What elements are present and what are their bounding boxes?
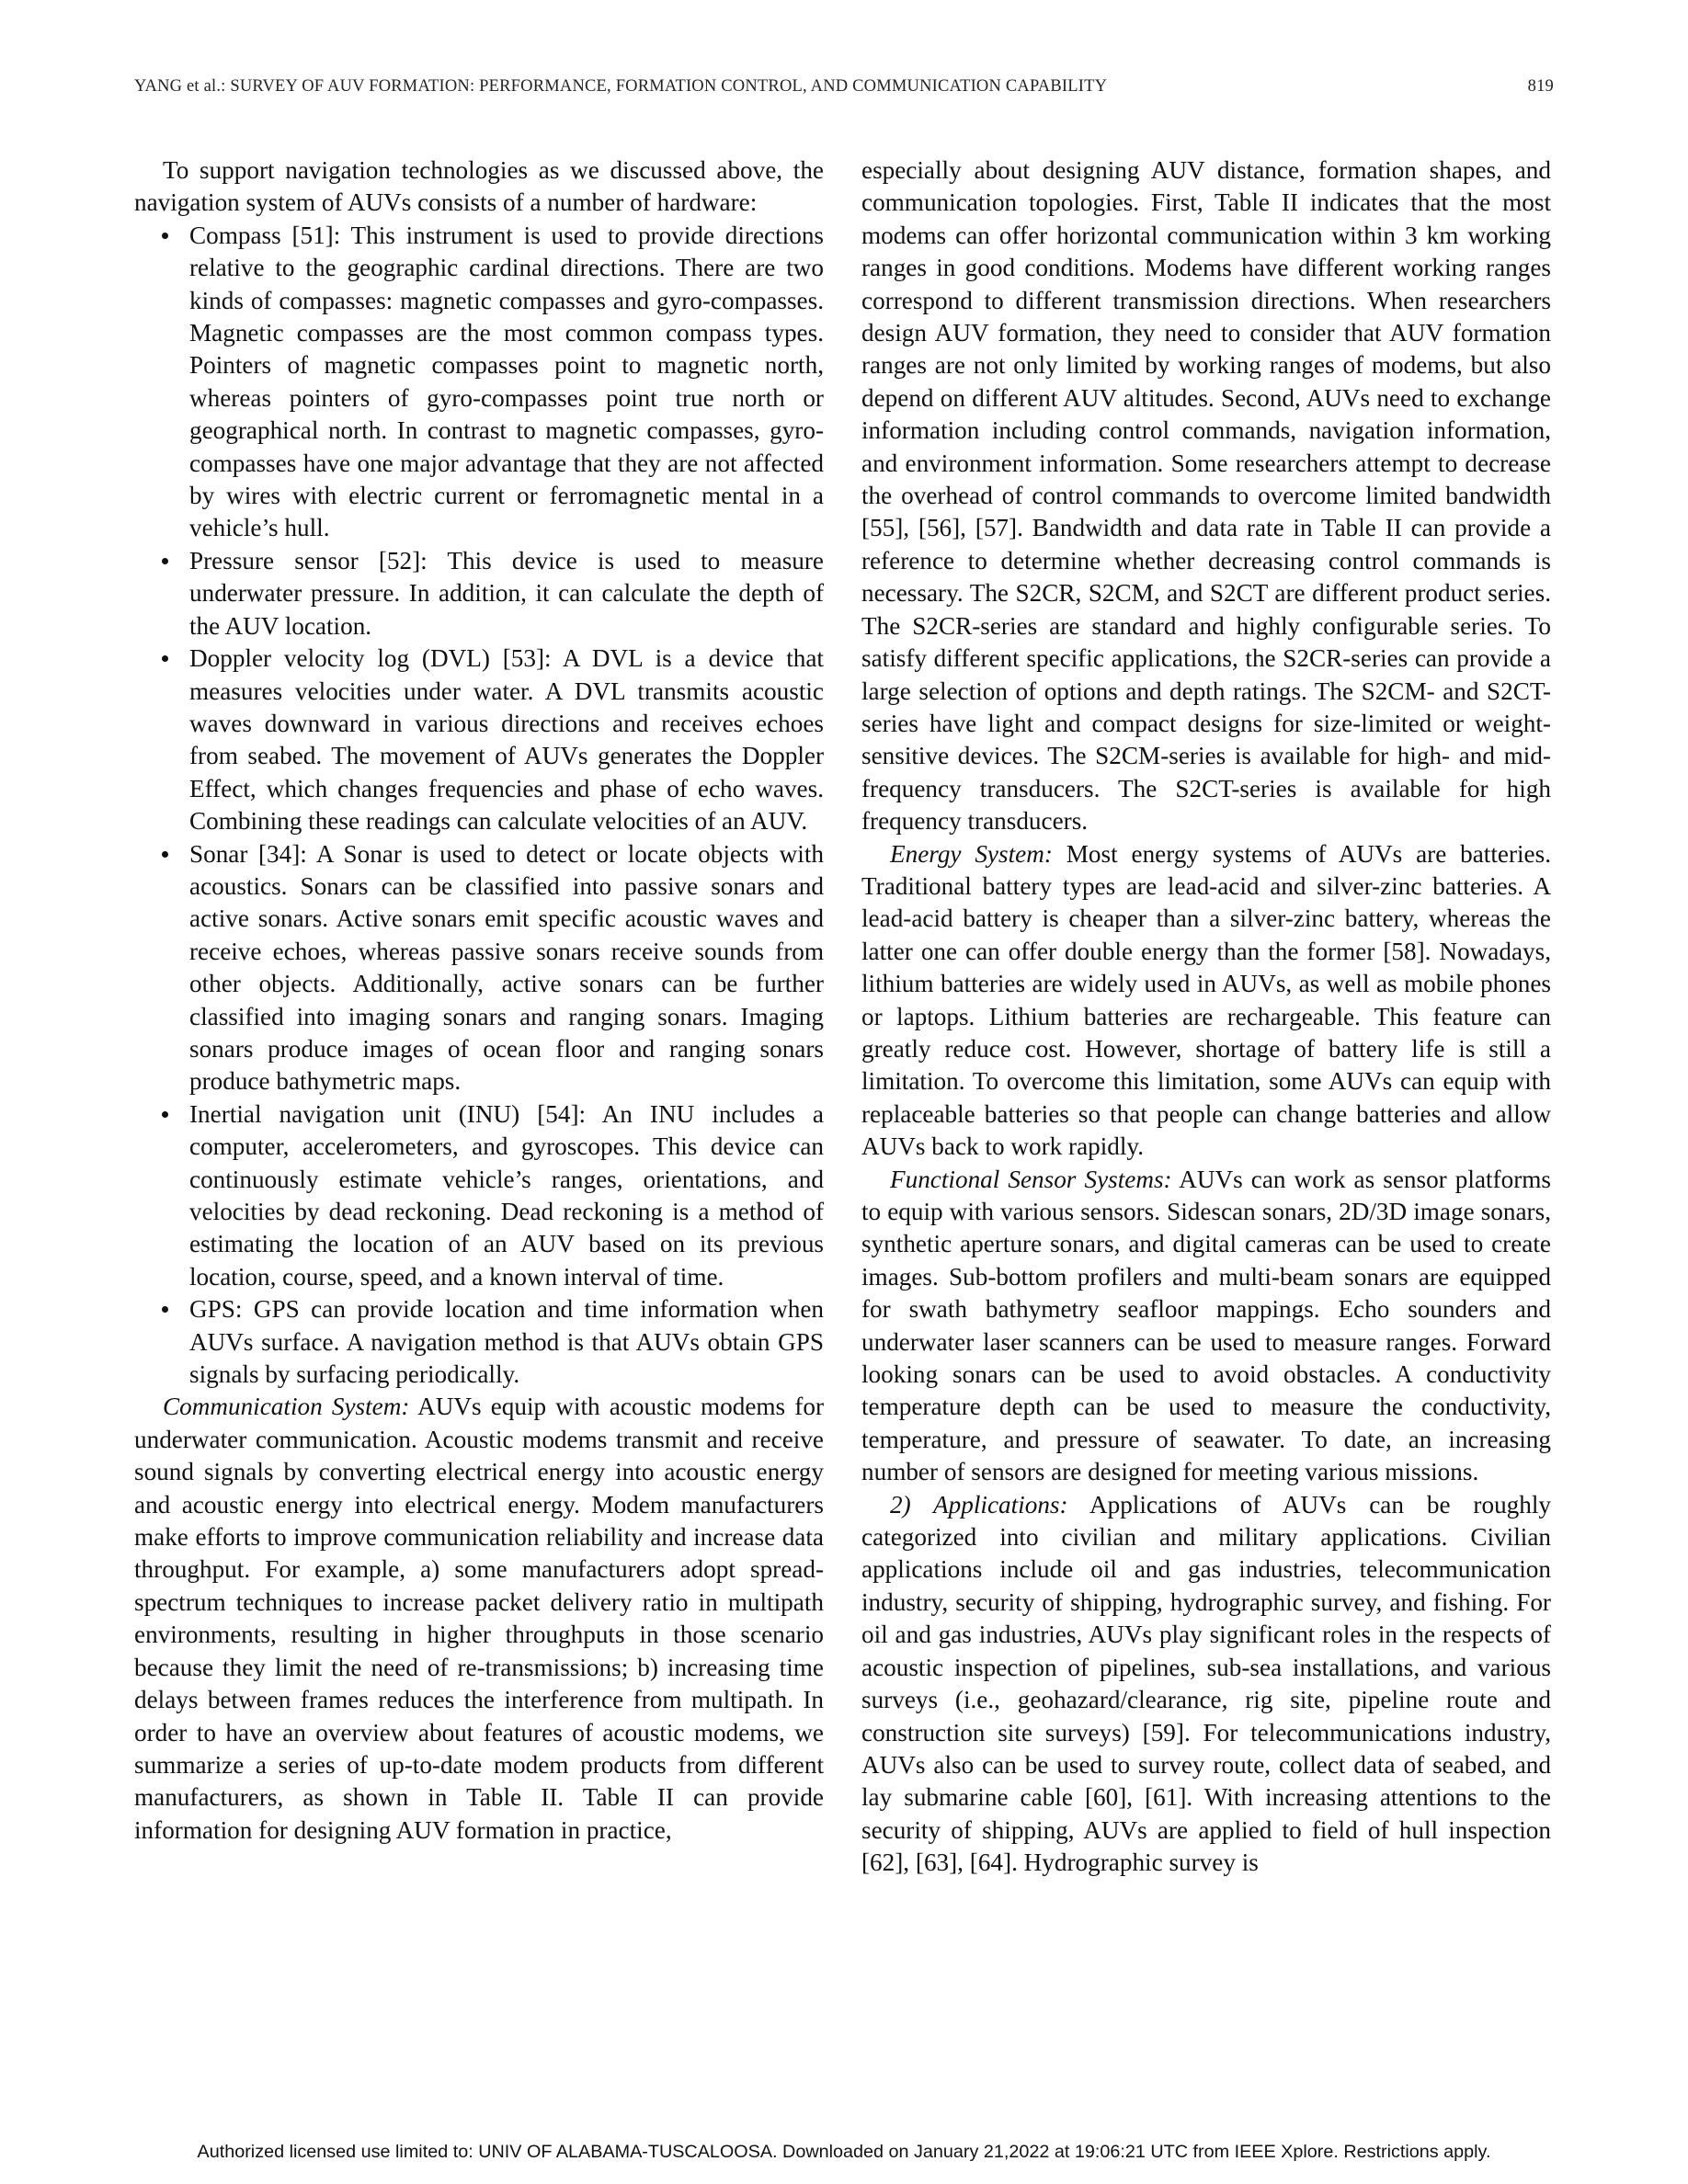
list-item-inu: Inertial navigation unit (INU) [54]: An INU includes a computer, accelerometers, and gyroscopes. This device can continuously estimate vehicle’s ranges, orientations, and velocities by dead reckoning. Dead reckoning is a method of estimating the location of an AUV based on its previous location, course, speed, and a known interval of time. [189,1098,824,1293]
applications-body: Applications of AUVs can be roughly categorized into civilian and military applications. Civilian applications include oil and gas industries, telecommunication industry, security of shipping, hydrographic survey, and fishing. For oil and gas industries, AUVs play significant roles in the respects of acoustic inspection of pipelines, sub-sea installations, and various surveys (i.e., geohazard/clearance, rig site, pipeline route and construction site surveys) [59]. For telecommunications industry, AUVs also can be used to survey route, collect data of seabed, and lay submarine cable [60], [61]. With increasing attentions to the security of shipping, AUVs are applied to field of hull inspection [62], [63], [64]. Hydrographic survey is [861,1490,1552,1877]
communication-system-body: AUVs equip with acoustic modems for underwater communication. Acoustic modems transmit and receive sound signals by converting electrical energy into acoustic energy and acoustic energy into electrical energy. Modem manufacturers make efforts to improve communication reliability and increase data throughput. For example, a) some manufacturers adopt spread-spectrum techniques to increase packet delivery ratio in multipath environments, resulting in higher throughputs in those scenario because they limit the need of re-transmissions; b) increasing time delays between frames reduces the interference from multipath. In order to have an overview about features of acoustic modems, we summarize a series of up-to-date modem products from different manufacturers, as shown in Table II. Table II can provide information for designing AUV formation in practice, [134,1393,824,1844]
communication-system-paragraph [134,1391,824,1847]
functional-sensor-paragraph [861,1164,1551,1489]
list-item-pressure-sensor: Pressure sensor [52]: This device is used to measure underwater pressure. In addition, it can calculate the depth of the AUV location. [189,545,824,643]
running-head-title: YANG et al.: SURVEY OF AUV FORMATION: PERFORMANCE, FORMATION CONTROL, AND COMMUNICATION CAPABILITY [134,77,1108,96]
applications-heading: 2) Applications: [890,1490,1068,1519]
energy-system-paragraph [861,838,1551,1164]
right-column [861,154,1551,1880]
energy-system-heading: Energy System: [890,839,1053,868]
navigation-hardware-list [134,220,824,1392]
bullet-icon [162,1111,168,1118]
bullet-icon [162,655,168,662]
continuation-paragraph: especially about designing AUV distance, formation shapes, and communication topologies. First, Table II indicates that the most modems can offer horizontal communication within 3 km working ranges in good conditions. Modems have different working ranges correspond to different transmission directions. When researchers design AUV formation, they need to consider that AUV formation ranges are not only limited by working ranges of modems, but also depend on different AUV altitudes. Second, AUVs need to exchange information including control commands, navigation information, and environment information. Some researchers attempt to decrease the overhead of control commands to overcome limited bandwidth [55], [56], [57]. Bandwidth and data rate in Table II can provide a reference to determine whether decreasing control commands is necessary. The S2CR, S2CM, and S2CT are different product series. The S2CR-series are standard and highly configurable series. To satisfy different specific applications, the S2CR-series can provide a large selection of options and depth ratings. The S2CM- and S2CT-series have light and compact designs for size-limited or weight-sensitive devices. The S2CM-series is available for high- and mid- frequency transducers. The S2CT-series is available for high frequency transducers. [861,156,1551,836]
list-item-dvl: Doppler velocity log (DVL) [53]: A DVL is a device that measures velocities under water. A DVL transmits acoustic waves downward in various directions and receives echoes from seabed. The movement of AUVs generates the Doppler Effect, which changes frequencies and phase of echo waves. Combining these readings can calculate velocities of an AUV. [189,643,824,837]
bullet-icon [162,1306,168,1313]
left-column [134,154,824,1847]
energy-system-body: Most energy systems of AUVs are batteries. Traditional battery types are lead-acid and silver-zinc batteries. A lead-acid battery is cheaper than a silver-zinc battery, whereas the latter one can offer double energy than the former [58]. Nowadays, lithium batteries are widely used in AUVs, as well as mobile phones or laptops. Lithium batteries are rechargeable. This feature can greatly reduce cost. However, shortage of battery life is still a limitation. To overcome this limitation, some AUVs can equip with replaceable batteries so that people can change batteries and allow AUVs back to work rapidly. [861,839,1551,1161]
communication-system-heading: Communication System: [163,1393,410,1421]
list-item-gps: GPS: GPS can provide location and time information when AUVs surface. A navigation method is that AUVs obtain GPS signals by surfacing periodically. [189,1293,824,1391]
functional-sensor-heading: Functional Sensor Systems: [890,1165,1172,1193]
applications-paragraph [861,1489,1551,1880]
list-item-sonar: Sonar [34]: A Sonar is used to detect or locate objects with acoustics. Sonars can be classified into passive sonars and active sonars. Active sonars emit specific acoustic waves and receive echoes, whereas passive sonars receive sounds from other objects. Additionally, active sonars can be further classified into imaging sonars and ranging sonars. Imaging sonars produce images of ocean floor and ranging sonars produce bathymetric maps. [189,838,824,1098]
navigation-intro-paragraph: To support navigation technologies as we discussed above, the navigation system of AUVs consists of a number of hardware: [134,156,824,217]
running-head [134,77,1554,97]
list-item-compass: Compass [51]: This instrument is used to provide directions relative to the geographic cardinal directions. There are two kinds of compasses: magnetic compasses and gyro-compasses. Magnetic compasses are the most common compass types. Pointers of magnetic compasses point to magnetic north, whereas pointers of gyro-compasses point true north or geographical north. In contrast to magnetic compasses, gyro-compasses have one major advantage that they are not affected by wires with electric current or ferromagnetic mental in a vehicle’s hull. [189,220,824,545]
page-number: 819 [1527,77,1554,96]
bullet-icon [162,233,168,239]
license-footer: Authorized licensed use limited to: UNIV OF ALABAMA-TUSCALOOSA. Downloaded on January 21,2022 at 19:06:21 UTC from IEEE Xplore. Restrictions apply. [197,2142,1491,2162]
bullet-icon [162,851,168,858]
functional-sensor-body: AUVs can work as sensor platforms to equip with various sensors. Sidescan sonars, 2D/3D image sonars, synthetic aperture sonars, and digital cameras can be used to create images. Sub-bottom profilers and multi-beam sonars are equipped for swath bathymetry seafloor mappings. Echo sounders and underwater laser scanners can be used to measure ranges. Forward looking sonars can be used to avoid obstacles. A conductivity temperature depth can be used to measure the conductivity, temperature, and pressure of seawater. To date, an increasing number of sensors are designed for meeting various missions. [861,1165,1551,1486]
bullet-icon [162,558,168,564]
